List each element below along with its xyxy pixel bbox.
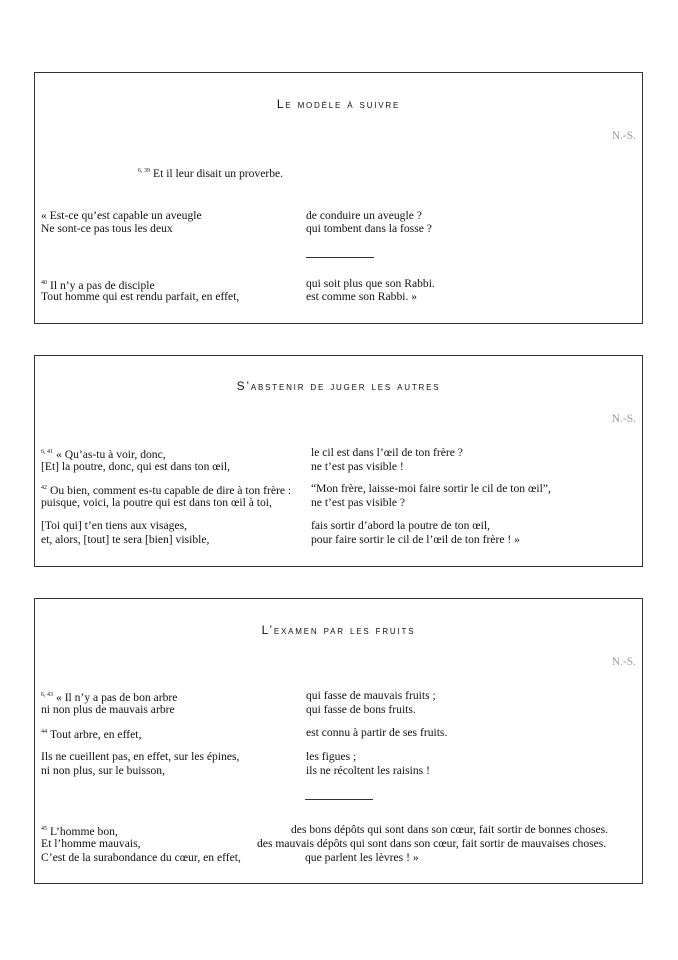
line-right: ils ne récoltent les raisins !: [306, 764, 430, 777]
line-right: qui fasse de bons fruits.: [306, 703, 416, 716]
section-modele: [34, 72, 643, 324]
sigle: N.-S.: [611, 656, 636, 668]
line-right: que parlent les lèvres ! »: [305, 851, 419, 864]
line-left: [Et] la poutre, donc, qui est dans ton œil,: [41, 460, 231, 473]
line-right: les figues ;: [306, 750, 357, 763]
line-right: ne t’est pas visible !: [311, 460, 404, 473]
intro-line: [138, 165, 283, 180]
line-left: Ne sont-ce pas tous les deux: [41, 222, 173, 235]
line-right: est connu à partir de ses fruits.: [306, 726, 448, 739]
verse-number: 40: [41, 280, 47, 286]
line-left: ni non plus de mauvais arbre: [41, 703, 175, 716]
line-left: Et l’homme mauvais,: [41, 837, 141, 850]
line-left: [41, 726, 141, 741]
section-title: S’abstenir de juger les autres: [236, 379, 441, 393]
line-right: des mauvais dépôts qui sont dans son cœur, fait sortir de mauvaises choses.: [257, 837, 607, 850]
section-fruits: [34, 598, 643, 884]
line-left: [Toi qui] t’en tiens aux visages,: [41, 519, 188, 532]
line-left: [41, 482, 291, 497]
line-left: C’est de la surabondance du cœur, en effet,: [41, 851, 241, 864]
line-left: Ils ne cueillent pas, en effet, sur les épines,: [41, 750, 240, 763]
line-right: fais sortir d’abord la poutre de ton œil,: [311, 519, 491, 532]
line-right: qui fasse de mauvais fruits ;: [306, 689, 436, 702]
line-left: [41, 689, 177, 704]
line-left: puisque, voici, la poutre qui est dans ton œil à toi,: [41, 496, 272, 509]
line-right: “Mon frère, laisse-moi faire sortir le cil de ton œil”,: [311, 482, 551, 495]
verse-number: 44: [41, 729, 47, 735]
line-left: [41, 823, 118, 838]
line-text: Il n’y a pas de disciple: [50, 278, 155, 292]
line-right: pour faire sortir le cil de l’œil de ton frère ! »: [311, 533, 520, 546]
line-right: de conduire un aveugle ?: [306, 209, 422, 222]
section-juger: [34, 355, 643, 567]
separator-rule: [305, 799, 373, 800]
intro-text: Et il leur disait un proverbe.: [153, 166, 284, 180]
line-right: est comme son Rabbi. »: [306, 290, 418, 303]
section-title: Le modèle à suivre: [276, 97, 401, 111]
line-left: Tout homme qui est rendu parfait, en effet,: [41, 290, 240, 303]
line-left: « Est-ce qu’est capable un aveugle: [41, 209, 202, 222]
line-right: qui tombent dans la fosse ?: [306, 222, 432, 235]
verse-number: 6, 43: [41, 692, 53, 698]
sigle: N.-S.: [611, 413, 636, 425]
line-text: Tout arbre, en effet,: [50, 727, 142, 741]
verse-number: 45: [41, 826, 47, 832]
line-right: qui soit plus que son Rabbi.: [306, 277, 435, 290]
verse-number: 6, 39: [138, 168, 150, 174]
verse-number: 6, 41: [41, 449, 53, 455]
line-left: ni non plus, sur le buisson,: [41, 764, 165, 777]
line-right: ne t’est pas visible ?: [311, 496, 406, 509]
line-text: « Il n’y a pas de bon arbre: [56, 690, 178, 704]
line-left: [41, 446, 166, 461]
line-text: Ou bien, comment es-tu capable de dire à ton frère :: [50, 483, 292, 497]
section-title: L’examen par les fruits: [261, 623, 416, 637]
line-right: le cil est dans l’œil de ton frère ?: [311, 446, 463, 459]
line-text: « Qu’as-tu à voir, donc,: [56, 447, 166, 461]
verse-number: 42: [41, 485, 47, 491]
line-text: L’homme bon,: [50, 824, 118, 838]
sigle: N.-S.: [611, 130, 636, 142]
line-right: des bons dépôts qui sont dans son cœur, fait sortir de bonnes choses.: [291, 823, 609, 836]
line-left: et, alors, [tout] te sera [bien] visible,: [41, 533, 210, 546]
separator-rule: [306, 257, 374, 258]
